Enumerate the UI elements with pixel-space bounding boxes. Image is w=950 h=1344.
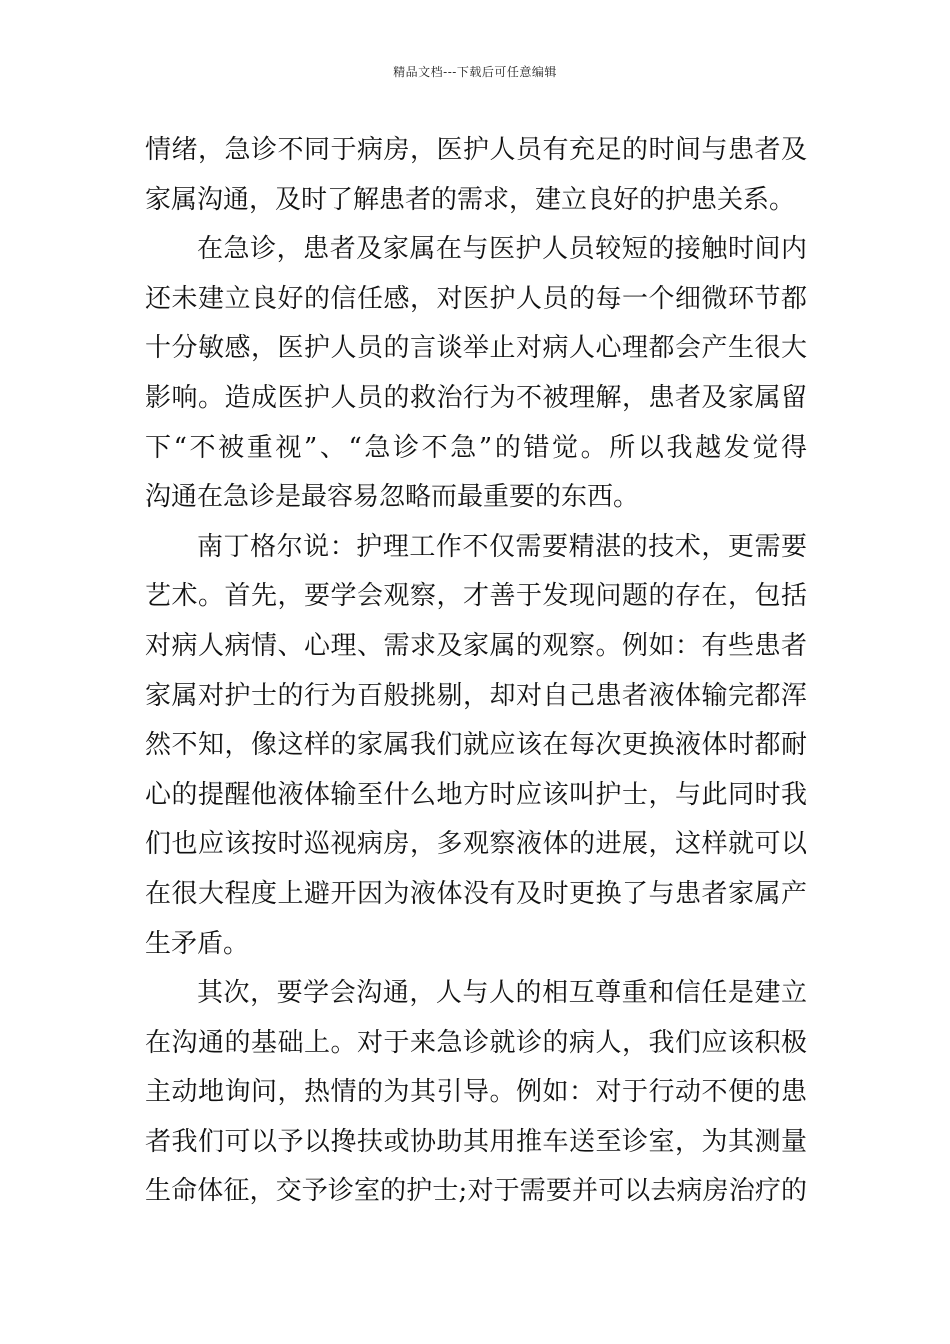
text-line: 沟通在急诊是最容易忽略而最重要的东西。 — [145, 482, 640, 513]
text-line: 者我们可以予以搀扶或协助其用推车送至诊室，为其测量 — [145, 1126, 807, 1157]
text-line: 南丁格尔说：护理工作不仅需要精湛的技术，更需要 — [197, 531, 807, 562]
body-text — [145, 126, 807, 1217]
text-line: 情绪，急诊不同于病房，医护人员有充足的时间与患者及 — [145, 135, 807, 165]
text-line: 家属对护士的行为百般挑剔，却对自己患者液体输完都浑 — [145, 680, 807, 711]
text-line: 艺术。首先，要学会观察，才善于发现问题的存在，包括 — [145, 581, 807, 612]
text-line: 生矛盾。 — [145, 928, 250, 959]
text-line: 主动地询问，热情的为其引导。例如：对于行动不便的患 — [145, 1077, 807, 1108]
text-line: 在很大程度上避开因为液体没有及时更换了与患者家属产 — [145, 878, 807, 909]
page-header: 精品文档---下载后可任意编辑 — [393, 65, 557, 79]
text-line: 然不知，像这样的家属我们就应该在每次更换液体时都耐 — [145, 730, 807, 761]
text-line: 下“不被重视”、“急诊不急”的错觉。所以我越发觉得 — [145, 432, 807, 463]
text-line: 影响。造成医护人员的救治行为不被理解，患者及家属留 — [145, 382, 807, 413]
text-line: 还未建立良好的信任感，对医护人员的每一个细微环节都 — [145, 283, 807, 314]
text-line: 其次，要学会沟通，人与人的相互尊重和信任是建立 — [197, 978, 807, 1009]
text-line: 生命体征，交予诊室的护士;对于需要并可以去病房治疗的 — [145, 1176, 807, 1207]
text-line: 们也应该按时巡视病房，多观察液体的进展，这样就可以 — [145, 829, 807, 860]
text-line: 心的提醒他液体输至什么地方时应该叫护士，与此同时我 — [145, 779, 807, 810]
text-line: 对病人病情、心理、需求及家属的观察。例如：有些患者 — [145, 630, 807, 661]
text-line: 在沟通的基础上。对于来急诊就诊的病人，我们应该积极 — [145, 1027, 807, 1058]
text-line: 十分敏感，医护人员的言谈举止对病人心理都会产生很大 — [145, 333, 807, 364]
text-line: 在急诊，患者及家属在与医护人员较短的接触时间内 — [197, 234, 807, 265]
text-line: 家属沟通，及时了解患者的需求，建立良好的护患关系。 — [145, 184, 796, 215]
